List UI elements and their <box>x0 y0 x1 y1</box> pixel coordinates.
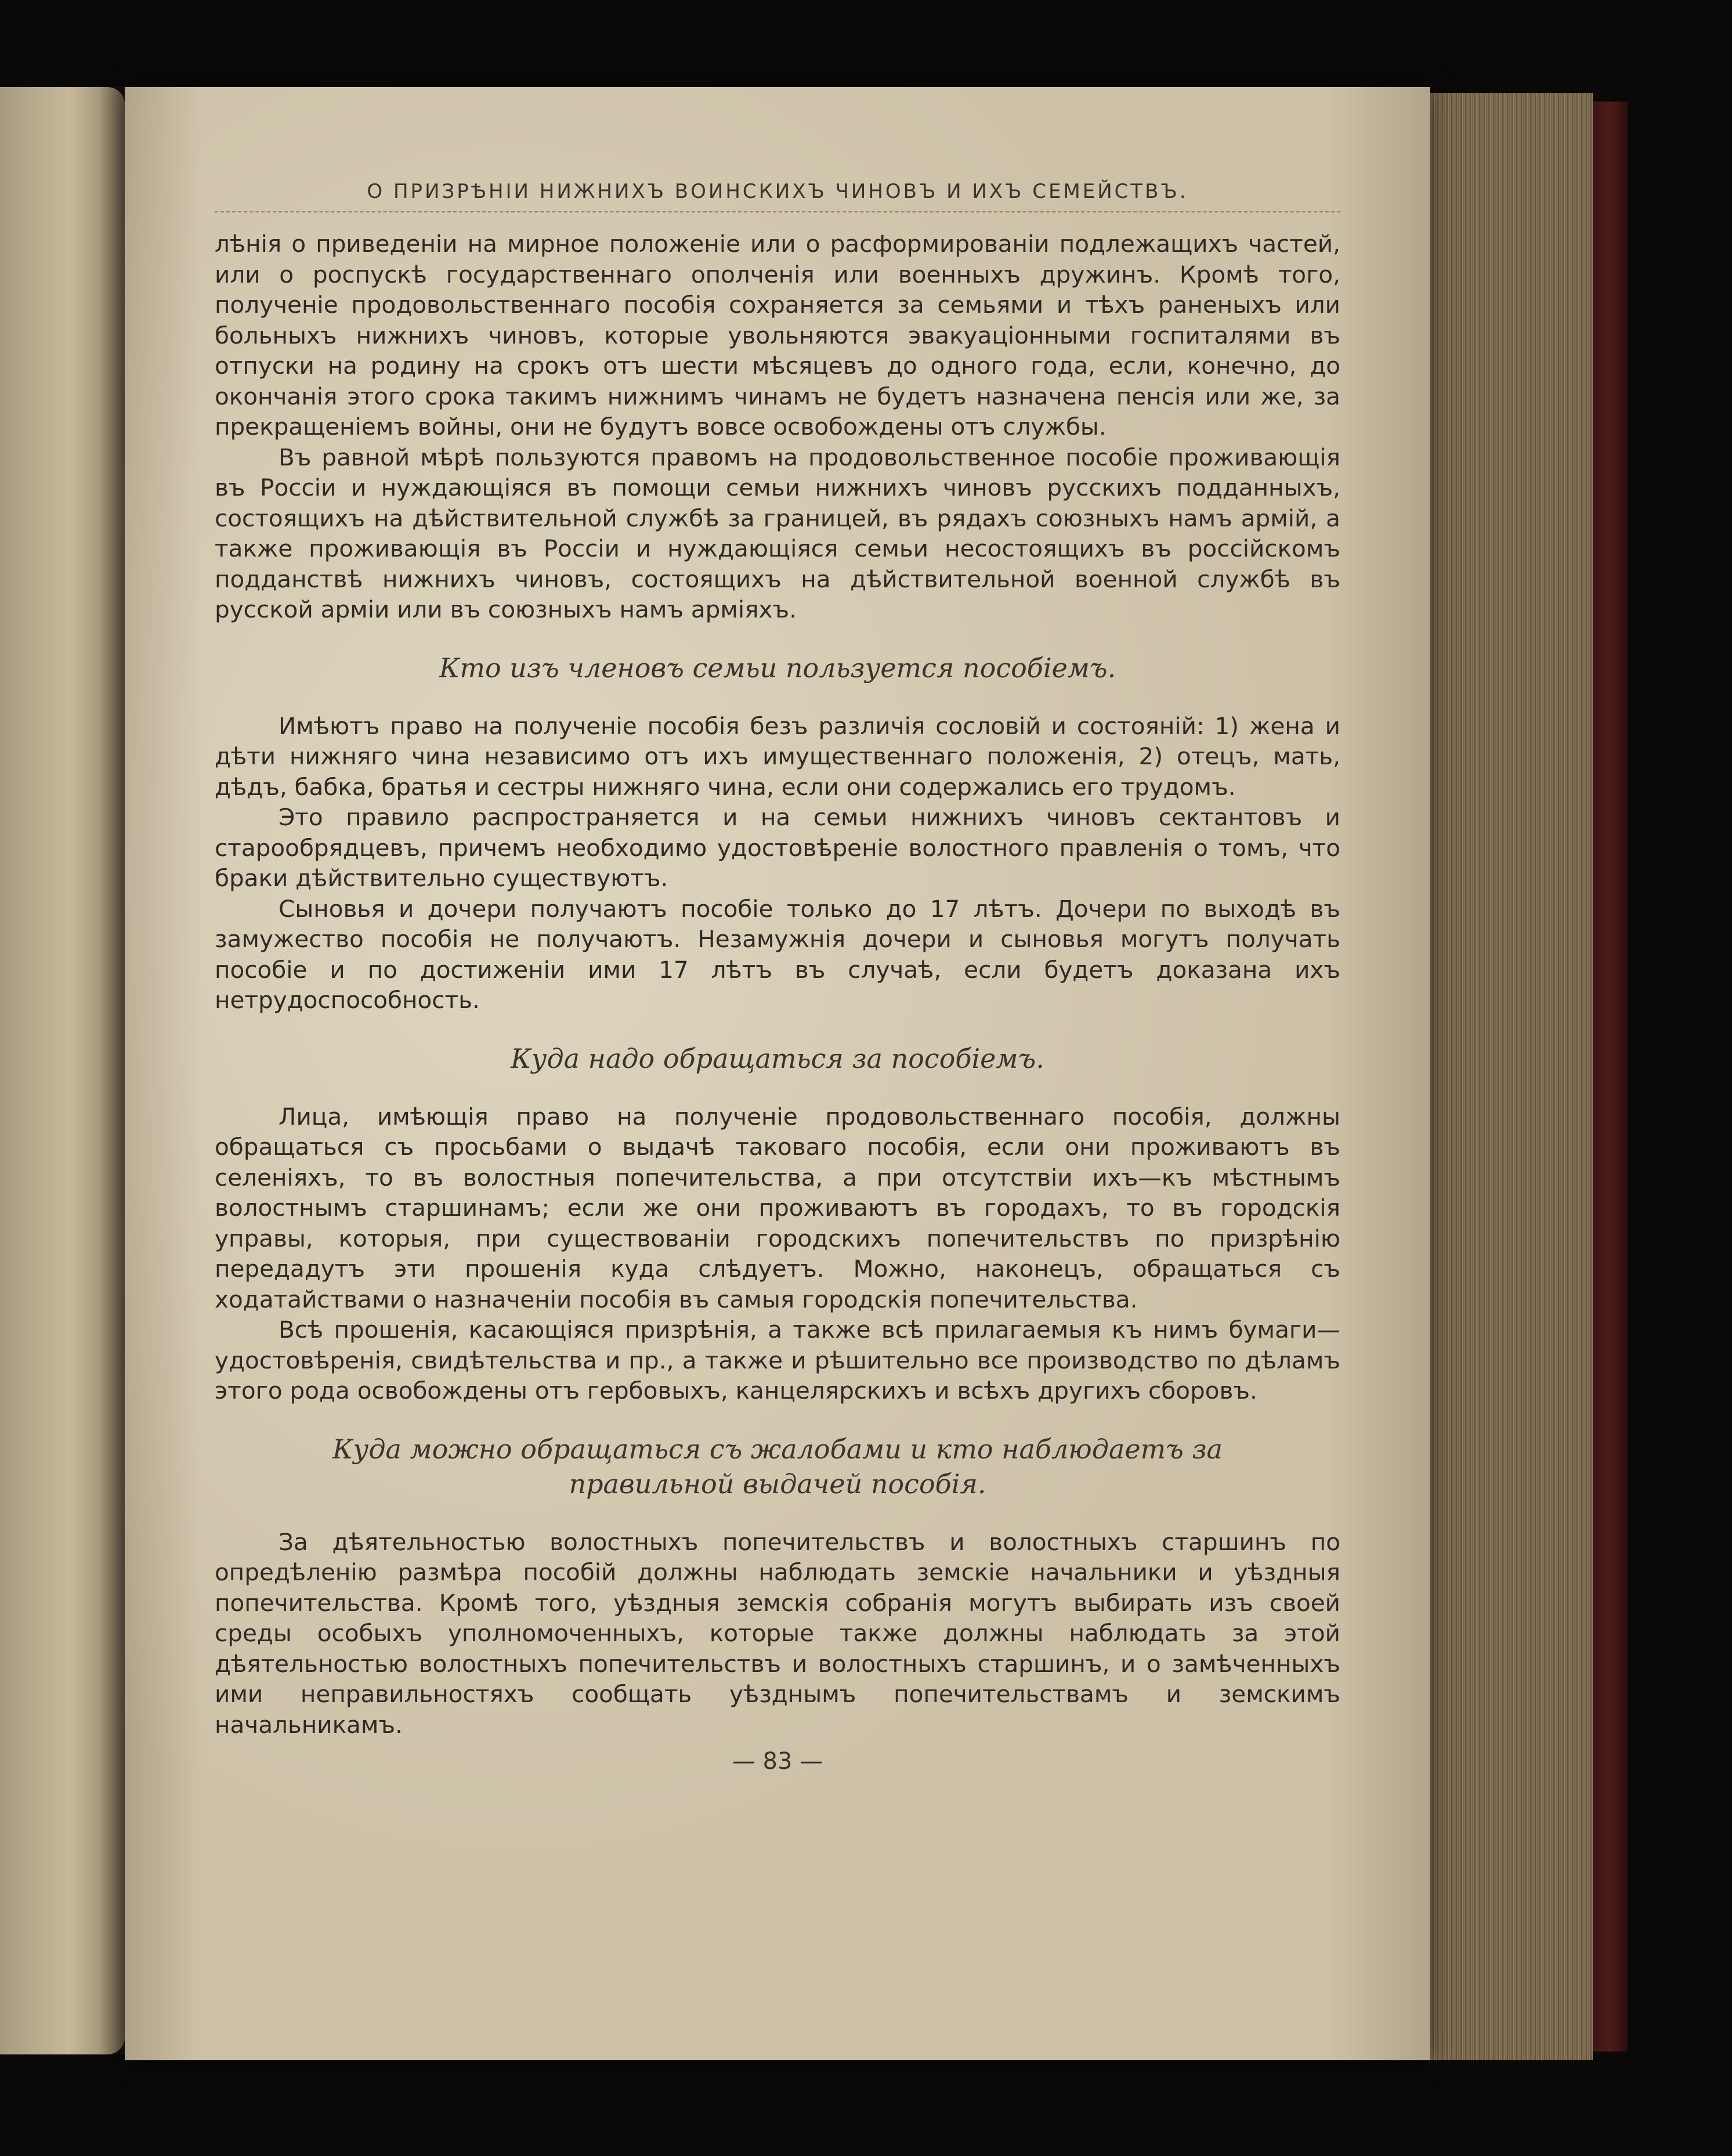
section-heading-where-to-apply: Куда надо обращаться за пособіемъ. <box>511 1042 1044 1074</box>
paragraph-1: лѣнія о приведеніи на мирное положеніе или о расформированіи подлежащихъ частей, или о роспускѣ государственнаго ополченія или военныхъ дружинъ. Кромѣ того, полученіе продовольственнаго пособія сохраняется за семьями и тѣхъ раненыхъ или больныхъ нижнихъ чиновъ, которые увольняются эвакуаціонными госпиталями въ отпуски на родину на срокъ отъ шести мѣсяцевъ до одного года, если, конечно, до окончанія этого срока такимъ нижнимъ чинамъ не будетъ назначена пенсія или же, за прекращеніемъ войны, они не будутъ вовсе освобождены отъ службы. <box>215 230 1340 440</box>
paragraph-7: Всѣ прошенія, касающіяся призрѣнія, а также всѣ прилагаемыя къ нимъ бумаги—удостовѣренія, свидѣтельства и пр., а также и рѣшительно все производство по дѣламъ этого рода освобождены отъ гербовыхъ, канцелярскихъ и всѣхъ другихъ сборовъ. <box>215 1316 1340 1404</box>
paragraph-8: За дѣятельностью волостныхъ попечительствъ и волостныхъ старшинъ по опредѣленію размѣра пособій должны наблюдать земскіе начальники и уѣздныя попечительства. Кромѣ того, уѣздныя земскія собранія могутъ выбирать изъ своей среды особыхъ уполномоченныхъ, которые также должны наблюдать за этой дѣятельностью волостныхъ попечительствъ и волостныхъ старшинъ, и о замѣченныхъ ими неправильностяхъ сообщать уѣзднымъ попечительствамъ и земскимъ начальникамъ. <box>215 1527 1340 1739</box>
running-head: О ПРИЗРѢНІИ НИЖНИХЪ ВОИНСКИХЪ ЧИНОВЪ И ИХЪ СЕМЕЙСТВЪ. <box>215 180 1340 212</box>
paragraph-6: Лица, имѣющія право на полученіе продовольственнаго пособія, должны обращаться съ просьбами о выдачѣ таковаго пособія, если они проживаютъ въ селеніяхъ, то въ волостныя попечительства, а при отсутствіи ихъ—къ мѣстнымъ волостнымъ старшинамъ; если же они проживаютъ въ городахъ, то въ городскія управы, которыя, при существованіи городскихъ попечительствъ по призрѣнію передадутъ эти прошенія куда слѣдуетъ. Можно, наконецъ, обращаться съ ходатайствами о назначеніи пособія въ самыя городскія попечительства. <box>215 1102 1340 1313</box>
paragraph-5: Сыновья и дочери получаютъ пособіе только до 17 лѣтъ. Дочери по выходѣ въ замужество пособія не получаютъ. Незамужнія дочери и сыновья могутъ получать пособіе и по достиженіи ими 17 лѣтъ въ случаѣ, если будетъ доказана ихъ нетрудоспособность. <box>215 894 1340 1014</box>
paragraph-4: Это правило распространяется и на семьи нижнихъ чиновъ сектантовъ и старообрядцевъ, причемъ необходимо удостовѣреніе волостного правленія о томъ, что браки дѣйствительно существуютъ. <box>215 803 1340 892</box>
book-page <box>125 87 1430 2060</box>
page-content <box>215 180 1340 1775</box>
page-stack-edge <box>1430 93 1593 2060</box>
paragraph-3: Имѣютъ право на полученіе пособія безъ различія сословій и состояній: 1) жена и дѣти нижняго чина независимо отъ ихъ имущественнаго положенія, 2) отецъ, мать, дѣдъ, бабка, братья и сестры нижняго чина, если они содержались его трудомъ. <box>215 712 1340 801</box>
page-number: — 83 — <box>732 1748 823 1775</box>
section-heading-complaints: Куда можно обращаться съ жалобами и кто наблюдаетъ за правильной выдачей пособія. <box>332 1433 1223 1500</box>
book-cover-edge <box>1593 102 1628 2052</box>
section-heading-family-members: Кто изъ членовъ семьи пользуется пособіемъ. <box>439 652 1116 684</box>
paragraph-2: Въ равной мѣрѣ пользуются правомъ на продовольственное пособіе проживающія въ Россіи и нуждающіяся въ помощи семьи нижнихъ чиновъ русскихъ подданныхъ, состоящихъ на дѣйствительной службѣ за границей, въ рядахъ союзныхъ намъ армій, а также проживающія въ Россіи и нуждающіяся семьи несостоящихъ въ россійскомъ подданствѣ нижнихъ чиновъ, состоящихъ на дѣйствительной военной службѣ въ русской арміи или въ союзныхъ намъ арміяхъ. <box>215 443 1340 623</box>
